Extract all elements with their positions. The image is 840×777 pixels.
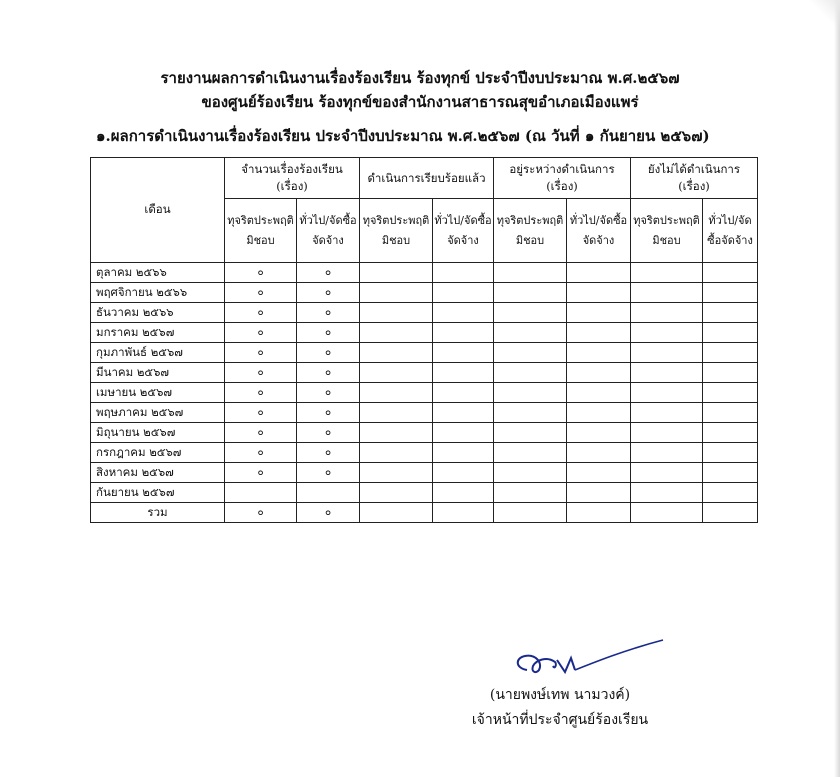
table-row: [91, 423, 758, 443]
value-cell: ๐: [297, 363, 360, 383]
value-cell: ๐: [297, 503, 360, 523]
value-cell: [567, 503, 631, 523]
table-row: [91, 463, 758, 483]
value-cell: [703, 263, 758, 283]
value-cell: [703, 423, 758, 443]
value-cell: ๐: [297, 323, 360, 343]
table-row: [91, 303, 758, 323]
value-cell: [433, 363, 494, 383]
value-cell: [703, 303, 758, 323]
value-cell: [631, 283, 703, 303]
month-cell: มกราคม ๒๕๖๗: [91, 323, 225, 343]
value-cell: [433, 463, 494, 483]
group-header-not-started: ยังไม่ได้ดำเนินการ (เรื่อง): [631, 158, 758, 199]
value-cell: [703, 383, 758, 403]
scan-corner-shadow: [800, 0, 840, 40]
value-cell: [360, 443, 433, 463]
value-cell: ๐: [297, 283, 360, 303]
value-cell: [631, 463, 703, 483]
subheader-general-procurement: ทั่วไป/จัดซื้อจัดจ้าง: [297, 199, 360, 263]
value-cell: [494, 303, 567, 323]
value-cell: [567, 443, 631, 463]
subheader-corruption: ทุจริตประพฤติมิชอบ: [494, 199, 567, 263]
subheader-corruption: ทุจริตประพฤติมิชอบ: [360, 199, 433, 263]
value-cell: [494, 263, 567, 283]
month-cell: กันยายน ๒๕๖๗: [91, 483, 225, 503]
value-cell: [494, 423, 567, 443]
month-column-header: เดือน: [91, 158, 225, 263]
table-row: [91, 383, 758, 403]
value-cell: [703, 463, 758, 483]
value-cell: [494, 503, 567, 523]
month-cell: พฤษภาคม ๒๕๖๗: [91, 403, 225, 423]
value-cell: [433, 343, 494, 363]
value-cell: [360, 463, 433, 483]
value-cell: [360, 303, 433, 323]
value-cell: [433, 483, 494, 503]
value-cell: [567, 403, 631, 423]
value-cell: ๐: [297, 303, 360, 323]
value-cell: [631, 423, 703, 443]
value-cell: [494, 463, 567, 483]
table-row: [91, 443, 758, 463]
value-cell: [433, 323, 494, 343]
value-cell: [703, 323, 758, 343]
value-cell: [433, 403, 494, 423]
value-cell: [567, 343, 631, 363]
value-cell: [567, 423, 631, 443]
value-cell: ๐: [297, 423, 360, 443]
month-cell: พฤศจิกายน ๒๕๖๖: [91, 283, 225, 303]
value-cell: [433, 303, 494, 323]
signatory-position: เจ้าหน้าที่ประจำศูนย์ร้องเรียน: [471, 712, 649, 728]
value-cell: [433, 423, 494, 443]
value-cell: [703, 343, 758, 363]
value-cell: ๐: [297, 343, 360, 363]
value-cell: [494, 383, 567, 403]
value-cell: [360, 283, 433, 303]
value-cell: [360, 503, 433, 523]
value-cell: [360, 383, 433, 403]
month-cell: กรกฎาคม ๒๕๖๗: [91, 443, 225, 463]
value-cell: [494, 363, 567, 383]
table-row: [91, 363, 758, 383]
value-cell: [567, 463, 631, 483]
value-cell: [631, 303, 703, 323]
month-cell: กุมภาพันธ์ ๒๕๖๗: [91, 343, 225, 363]
value-cell: [360, 483, 433, 503]
value-cell: [631, 263, 703, 283]
value-cell: [631, 383, 703, 403]
value-cell: ๐: [225, 343, 297, 363]
signatory-name: (นายพงษ์เทพ นามวงค์): [489, 687, 631, 703]
group-header-completed: ดำเนินการเรียบร้อยแล้ว: [360, 158, 494, 199]
value-cell: [360, 423, 433, 443]
group-header-total-complaints: จำนวนเรื่องร้องเรียน (เรื่อง): [225, 158, 360, 199]
value-cell: ๐: [297, 403, 360, 423]
value-cell: [567, 383, 631, 403]
value-cell: ๐: [297, 263, 360, 283]
value-cell: [631, 443, 703, 463]
value-cell: [494, 403, 567, 423]
month-cell: รวม: [91, 503, 225, 523]
table-row: [91, 323, 758, 343]
value-cell: ๐: [225, 503, 297, 523]
value-cell: [567, 283, 631, 303]
value-cell: [297, 483, 360, 503]
report-title-line-2: ของศูนย์ร้องเรียน ร้องทุกข์ของสำนักงานสาธารณสุขอำเภอเมืองแพร่: [201, 93, 639, 111]
value-cell: [494, 283, 567, 303]
table-body: [91, 263, 758, 523]
value-cell: [360, 323, 433, 343]
value-cell: [360, 263, 433, 283]
value-cell: [433, 263, 494, 283]
value-cell: ๐: [225, 423, 297, 443]
value-cell: [433, 383, 494, 403]
value-cell: [360, 363, 433, 383]
value-cell: [703, 403, 758, 423]
subheader-corruption: ทุจริตประพฤติมิชอบ: [225, 199, 297, 263]
value-cell: [433, 283, 494, 303]
value-cell: [631, 503, 703, 523]
value-cell: [703, 443, 758, 463]
value-cell: [433, 443, 494, 463]
value-cell: [494, 483, 567, 503]
table-row: [91, 283, 758, 303]
section-heading: ๑.ผลการดำเนินงานเรื่องร้องเรียน ประจำปีงบประมาณ พ.ศ.๒๕๖๗ (ณ วันที่ ๑ กันยายน ๒๕๖๗): [96, 127, 710, 145]
value-cell: [631, 323, 703, 343]
value-cell: [567, 263, 631, 283]
value-cell: [703, 483, 758, 503]
value-cell: ๐: [297, 383, 360, 403]
total-row: [91, 503, 758, 523]
report-title-line-1: รายงานผลการดำเนินงานเรื่องร้องเรียน ร้องทุกข์ ประจำปีงบประมาณ พ.ศ.๒๕๖๗: [160, 69, 680, 87]
subheader-general-procurement: ทั่วไป/จัดซื้อจัดจ้าง: [433, 199, 494, 263]
value-cell: [433, 503, 494, 523]
value-cell: [360, 343, 433, 363]
value-cell: [494, 323, 567, 343]
value-cell: ๐: [225, 363, 297, 383]
value-cell: [567, 303, 631, 323]
month-cell: เมษายน ๒๕๖๗: [91, 383, 225, 403]
value-cell: ๐: [225, 263, 297, 283]
value-cell: [225, 483, 297, 503]
value-cell: [631, 483, 703, 503]
value-cell: [494, 443, 567, 463]
value-cell: [703, 363, 758, 383]
table-row: [91, 403, 758, 423]
complaints-report-table: [90, 157, 758, 523]
value-cell: ๐: [297, 443, 360, 463]
value-cell: ๐: [225, 283, 297, 303]
handwritten-signature-icon: [505, 632, 675, 684]
value-cell: ๐: [225, 383, 297, 403]
month-cell: มีนาคม ๒๕๖๗: [91, 363, 225, 383]
value-cell: [631, 403, 703, 423]
value-cell: [567, 323, 631, 343]
value-cell: ๐: [225, 463, 297, 483]
month-cell: ธันวาคม ๒๕๖๖: [91, 303, 225, 323]
month-cell: ตุลาคม ๒๕๖๖: [91, 263, 225, 283]
value-cell: ๐: [225, 443, 297, 463]
group-header-in-progress: อยู่ระหว่างดำเนินการ (เรื่อง): [494, 158, 631, 199]
value-cell: ๐: [225, 303, 297, 323]
value-cell: [631, 363, 703, 383]
scan-edge-shadow: [834, 0, 840, 777]
value-cell: [360, 403, 433, 423]
value-cell: [703, 283, 758, 303]
value-cell: [567, 483, 631, 503]
subheader-general-procurement: ทั่วไป/จัดซื้อจัดจ้าง: [567, 199, 631, 263]
table-row: [91, 263, 758, 283]
subheader-corruption: ทุจริตประพฤติมิชอบ: [631, 199, 703, 263]
subheader-general-procurement: ทั่วไป/จัดซื้อจัดจ้าง: [703, 199, 758, 263]
value-cell: [631, 343, 703, 363]
table-row: [91, 483, 758, 503]
value-cell: ๐: [297, 463, 360, 483]
value-cell: ๐: [225, 323, 297, 343]
month-cell: สิงหาคม ๒๕๖๗: [91, 463, 225, 483]
value-cell: ๐: [225, 403, 297, 423]
value-cell: [567, 363, 631, 383]
month-cell: มิถุนายน ๒๕๖๗: [91, 423, 225, 443]
table-row: [91, 343, 758, 363]
value-cell: [494, 343, 567, 363]
value-cell: [703, 503, 758, 523]
